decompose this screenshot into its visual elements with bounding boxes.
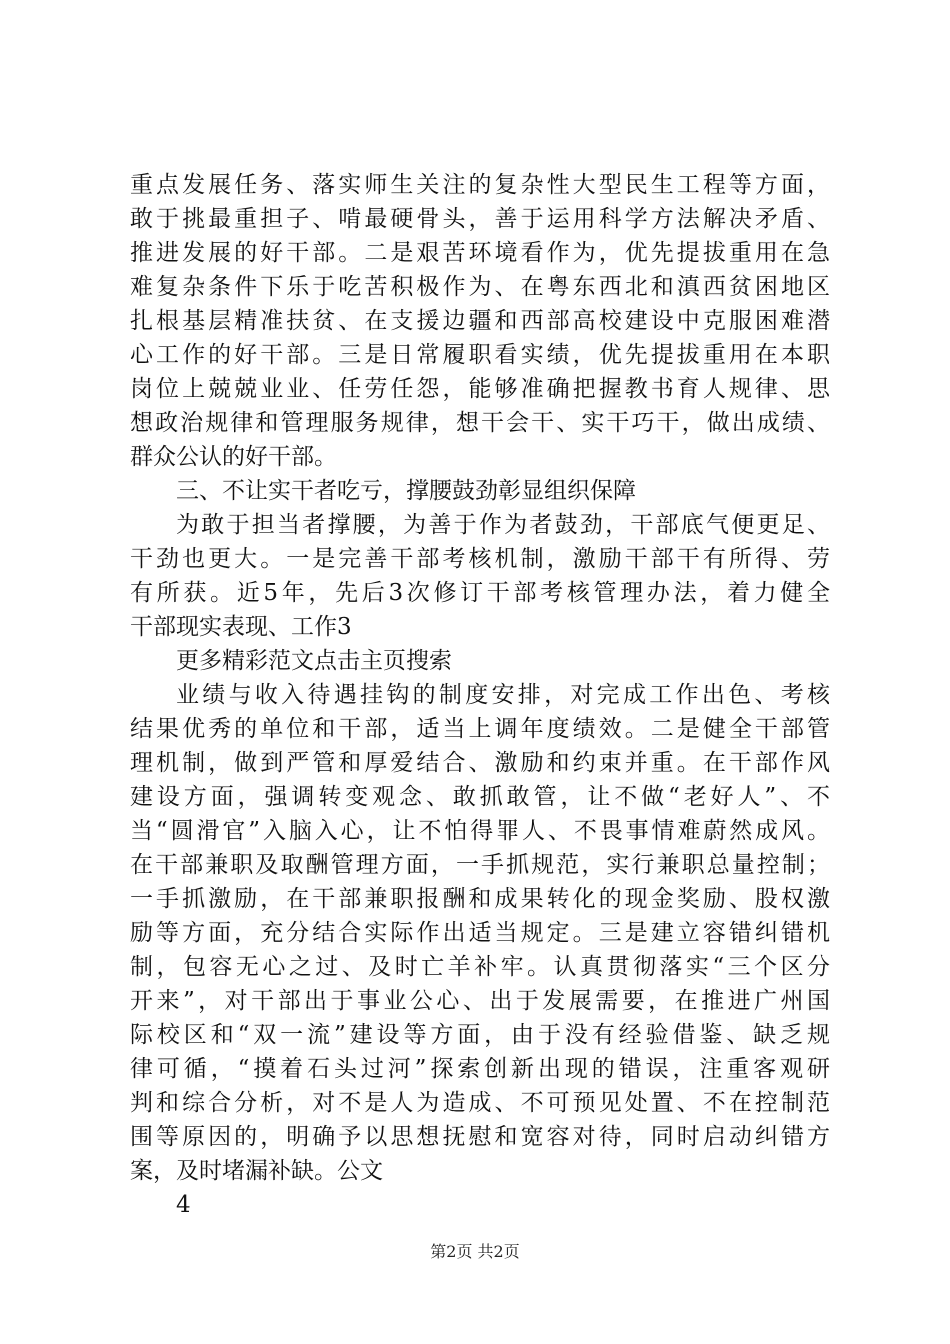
text-line: 业绩与收入待遇挂钩的制度安排，对完成工作出色、考核	[176, 682, 830, 708]
text-line: 群众公认的好干部。	[130, 444, 337, 470]
text-line: 扎根基层精准扶贫、在支援边疆和西部高校建设中克服困难潜	[130, 308, 830, 334]
text-line: 建设方面，强调转变观念、敢抓敢管，让不做“老好人”、不	[130, 784, 830, 810]
text-line: 际校区和“双一流”建设等方面，由于没有经验借鉴、缺乏规	[130, 1022, 830, 1048]
text-line: 结果优秀的单位和干部，适当上调年度绩效。二是健全干部管	[130, 716, 830, 742]
text-line: 干部现实表现、工作3	[130, 614, 352, 640]
text-line: 判和综合分析，对不是人为造成、不可预见处置、不在控制范	[130, 1090, 830, 1116]
text-line: 在干部兼职及取酬管理方面，一手抓规范，实行兼职总量控制；	[130, 852, 830, 878]
text-line: 励等方面，充分结合实际作出适当规定。三是建立容错纠错机	[130, 920, 830, 946]
page-footer: 第2页 共2页	[430, 1242, 520, 1261]
text-line: 案，及时堵漏补缺。公文	[130, 1158, 383, 1184]
text-line: 理机制，做到严管和厚爱结合、激励和约束并重。在干部作风	[130, 750, 830, 776]
text-line: 更多精彩范文点击主页搜索	[176, 648, 452, 674]
text-line: 有所获。近5年，先后3次修订干部考核管理办法，着力健全	[130, 580, 830, 606]
text-line: 想政治规律和管理服务规律，想干会干、实干巧干，做出成绩、	[130, 410, 830, 436]
text-line: 制，包容无心之过、及时亡羊补牢。认真贯彻落实“三个区分	[130, 954, 830, 980]
text-line: 重点发展任务、落实师生关注的复杂性大型民生工程等方面，	[130, 172, 830, 198]
text-line: 干劲也更大。一是完善干部考核机制，激励干部干有所得、劳	[130, 546, 830, 572]
text-line: 开来”，对干部出于事业公心、出于发展需要，在推进广州国	[130, 988, 830, 1014]
text-line: 一手抓激励，在干部兼职报酬和成果转化的现金奖励、股权激	[130, 886, 830, 912]
text-line: 4	[176, 1192, 191, 1218]
text-line: 敢于挑最重担子、啃最硬骨头，善于运用科学方法解决矛盾、	[130, 206, 830, 232]
text-line: 难复杂条件下乐于吃苦积极作为、在粤东西北和滇西贫困地区	[130, 274, 830, 300]
text-line: 律可循，“摸着石头过河”探索创新出现的错误，注重客观研	[130, 1056, 830, 1082]
text-line: 三、不让实干者吃亏，撑腰鼓劲彰显组织保障	[176, 478, 636, 504]
text-line: 围等原因的，明确予以思想抚慰和宽容对待，同时启动纠错方	[130, 1124, 830, 1150]
text-line: 当“圆滑官”入脑入心，让不怕得罪人、不畏事情难蔚然成风。	[130, 818, 830, 844]
text-line: 为敢于担当者撑腰，为善于作为者鼓劲，干部底气便更足、	[176, 512, 830, 538]
text-line: 心工作的好干部。三是日常履职看实绩，优先提拔重用在本职	[130, 342, 830, 368]
text-line: 推进发展的好干部。二是艰苦环境看作为，优先提拔重用在急	[130, 240, 830, 266]
body-text	[130, 168, 830, 1222]
text-line: 岗位上兢兢业业、任劳任怨，能够准确把握教书育人规律、思	[130, 376, 830, 402]
